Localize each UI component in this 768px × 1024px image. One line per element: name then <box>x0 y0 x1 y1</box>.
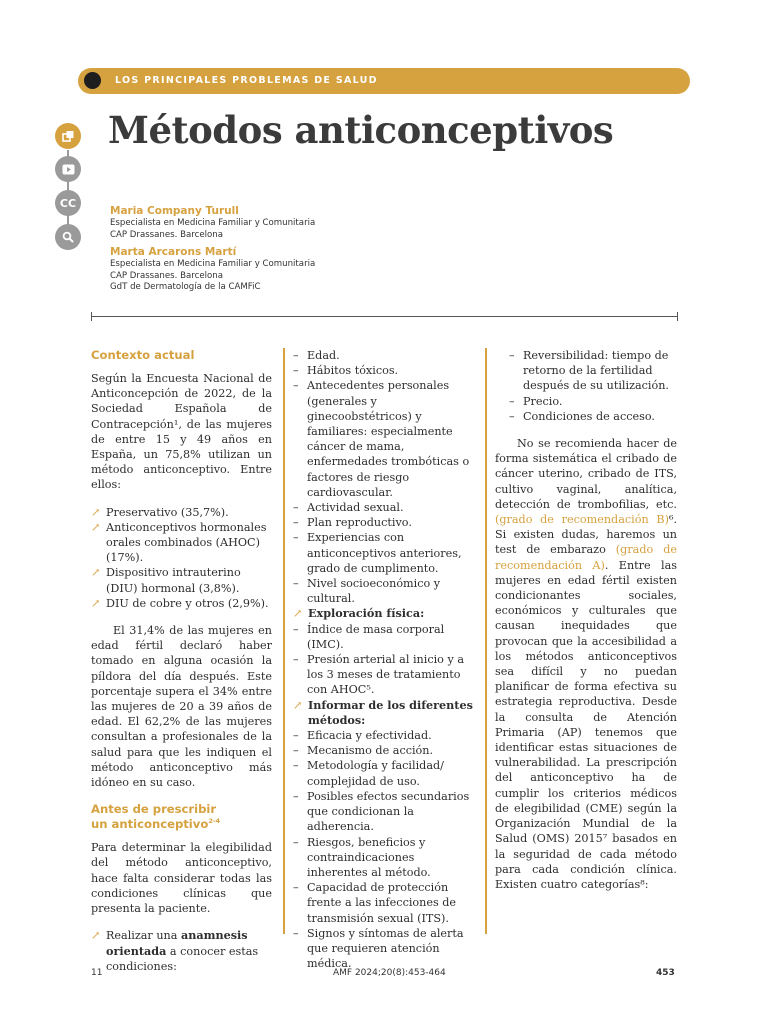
list-item: – Plan reproductivo. <box>293 516 412 530</box>
list-item: – Riesgos, beneficios y contraindicaciones inherentes al método. <box>293 835 431 879</box>
page-number: 453 <box>656 968 675 978</box>
author-1 <box>110 205 315 241</box>
page-title: Métodos anticonceptivos <box>108 108 614 152</box>
list-item: – Metodología y facilidad/ complejidad de uso. <box>293 759 444 788</box>
list-item: – Edad. <box>293 349 340 362</box>
footer-left: 11 <box>91 968 103 978</box>
list-item: – Hábitos tóxicos. <box>293 364 399 378</box>
list-item: ↗ Dispositivo intrauterino (DIU) hormonal (3,8%). <box>91 566 241 595</box>
arrow-icon: ↗ <box>91 929 101 943</box>
arrow-icon: ↗ <box>91 566 101 580</box>
arrow-icon: ↗ <box>91 505 101 519</box>
paragraph: No se recomienda hacer de forma sistemática el cribado de cáncer uterino, cribado de ITS, cultivo vaginal, analítica, detección de trombofilias, etc. (grado de recomendación B)⁶. Si existen dudas, haremos un test de embarazo (grado de recomendación A). Entre las mujeres en edad fértil existen condicionantes sociales, económicos y culturales que causan inequidades que provocan que la accesibilidad a los métodos anticonceptivos sea difícil y no puedan planificar de forma efectiva su estrategia reproductiva. Desde la consulta de Atención Primaria (AP) tenemos que identificar estas situaciones de vulnerabilidad. La prescripción del anticonceptivo ha de cumplir los criterios médicos de elegibilidad (CME) según la Organización Mundial de la Salud (OMS) 2015⁷ basados en la seguridad de cada método para cada condición clínica. Existen cuatro categorías⁸: <box>495 437 678 891</box>
list-item: – Precio. <box>509 394 563 408</box>
list-item: – Experiencias con anticonceptivos anteriores, grado de cumplimento. <box>293 531 462 575</box>
column-divider <box>283 348 285 934</box>
author-affiliation: CAP Drassanes. Barcelona <box>110 229 223 240</box>
section-heading: Contexto actual <box>91 348 195 362</box>
arrow-icon: ↗ <box>91 520 101 534</box>
rule-tick <box>677 312 678 321</box>
list-item: ↗ Realizar una anamnesis orientada a conocer estas condiciones: <box>91 928 259 973</box>
header-rule <box>91 316 677 317</box>
author-name: Maria Company Turull <box>110 205 239 217</box>
author-affiliation: Especialista en Medicina Familiar y Comunitaria <box>110 259 316 269</box>
paragraph: Para determinar la elegibilidad del método anticonceptivo, hace falta considerar todas las condiciones clínicas que presenta la paciente. <box>91 841 272 916</box>
list-item: – Signos y síntomas de alerta que requieren atención médica. <box>293 926 464 971</box>
list-item: – Nivel socioeconómico y cultural. <box>293 577 441 606</box>
list-item: ↗ DIU de cobre y otros (2,9%). <box>91 596 269 610</box>
list-item: – Posibles efectos secundarios que condicionan la adherencia. <box>293 789 470 834</box>
play-icon[interactable] <box>55 156 81 182</box>
column-1 <box>91 348 272 974</box>
list-item: – Actividad sexual. <box>293 501 404 515</box>
search-icon[interactable] <box>55 224 81 250</box>
column-3 <box>495 348 677 892</box>
copy-icon[interactable] <box>55 123 81 149</box>
recommendation-grade: (grado de recomendación A) <box>495 543 678 572</box>
list-item: – Reversibilidad: tiempo de retorno de la fertilidad después de su utilización. <box>509 349 669 393</box>
list-item: – Eficacia y efectividad. <box>293 729 432 743</box>
column-2 <box>293 348 475 971</box>
list-item: – Condiciones de acceso. <box>509 409 655 423</box>
author-affiliation: CAP Drassanes. Barcelona <box>110 270 223 281</box>
arrow-icon: ↗ <box>293 607 303 621</box>
arrow-icon: ↗ <box>91 596 101 610</box>
arrow-icon: ↗ <box>293 698 303 712</box>
footer-citation: AMF 2024;20(8):453-464 <box>333 968 446 978</box>
list-item: – Presión arterial al inicio y a los 3 meses de tratamiento con AHOC⁵. <box>293 653 465 697</box>
paragraph: El 31,4% de las mujeres en edad fértil declaró haber tomado en alguna ocasión la píldora del día después. Este porcentaje supera el 34% entre las mujeres de 20 a 39 años de edad. El 62,2% de las mujeres consultan a profesionales de la salud para que les indiquen el método anticonceptivo más idóneo en su caso. <box>91 624 272 790</box>
list-item: ↗ Preservativo (35,7%). <box>91 505 229 519</box>
column-divider <box>485 348 487 934</box>
cc-icon-label: CC <box>59 196 77 210</box>
list-item: ↗ Anticonceptivos hormonales orales combinados (AHOC) (17%). <box>91 520 267 565</box>
author-affiliation: Especialista en Medicina Familiar y Comunitaria <box>110 218 316 228</box>
list-item: – Antecedentes personales (generales y ginecoobstétricos) y familiares: especialmente cáncer de mama, enfermedades trombóticas o factores de riesgo cardiovascular. <box>293 379 470 499</box>
list-item: – Capacidad de protección frente a las infecciones de transmisión sexual (ITS). <box>293 881 457 925</box>
recommendation-grade: (grado de recomendación B) <box>495 513 669 527</box>
author-affiliation: GdT de Dermatología de la CAMFiC <box>110 282 261 292</box>
section-label: LOS PRINCIPALES PROBLEMAS DE SALUD <box>115 75 378 86</box>
list-item: ↗ Exploración física: <box>293 606 425 621</box>
author-2 <box>110 246 315 294</box>
paragraph: Según la Encuesta Nacional de Anticoncepción de 2022, de la Sociedad Española de Contracepción¹, de las mujeres de entre 15 y 49 años en España, un 75,8% utilizan un método anticonceptivo. Entre ellos: <box>91 372 272 492</box>
list-item: – Mecanismo de acción. <box>293 744 434 758</box>
list-item: – Índice de masa corporal (IMC). <box>293 622 445 651</box>
section-heading: Antes de prescribir un anticonceptivo$^{2-4}$ <box>91 802 221 832</box>
banner-bullet <box>84 72 101 89</box>
list-item: ↗ Informar de los diferentes métodos: <box>293 697 473 727</box>
cc-icon[interactable] <box>55 190 81 216</box>
author-name: Marta Arcarons Martí <box>110 246 237 258</box>
rule-tick <box>91 312 92 321</box>
